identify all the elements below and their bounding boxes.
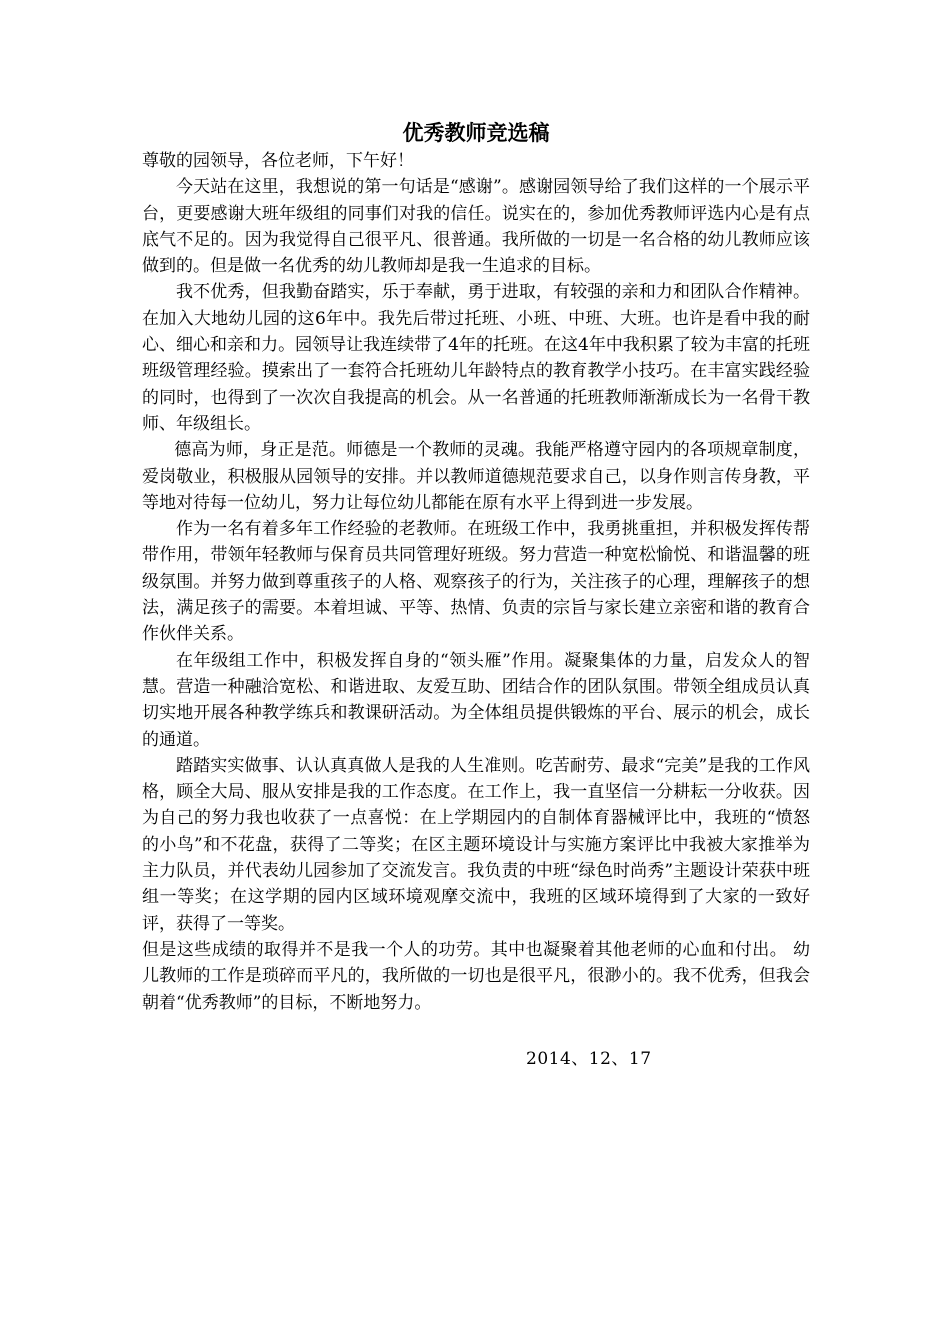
paragraph-experience: 我不优秀，但我勤奋踏实，乐于奉献，勇于进取，有较强的亲和力和团队合作精神。在加入大地幼儿园的这6年中。我先后带过托班、小班、中班、大班。也许是看中我的耐心、细心和亲和力。园领导让我连续带了4年的托班。在这4年中我积累了较为丰富的托班班级管理经验。摸索出了一套符合托班幼儿年龄特点的教育教学小技巧。在丰富实践经验的同时，也得到了一次次自我提高的机会。从一名普通的托班教师渐渐成长为一名骨干教师、年级组长。 <box>142 282 810 434</box>
paragraph-achievements: 踏踏实实做事、认认真真做人是我的人生准则。吃苦耐劳、最求“完美”是我的工作风格，顾全大局、服从安排是我的工作态度。在工作上，我一直坚信一分耕耘一分收获。因为自己的努力我也收获了一点喜悦：在上学期园内的自制体育器械评比中，我班的“愤怒的小鸟”和不花盘，获得了二等奖；在区主题环境设计与实施方案评比中我被大家推举为主力队员，并代表幼儿园参加了交流发言。我负责的中班“绿色时尚秀”主题设计荣获中班组一等奖；在这学期的园内区域环境观摩交流中，我班的区域环境得到了大家的一致好评，获得了一等奖。 <box>142 755 810 934</box>
paragraph-ethics: 德高为师，身正是范。师德是一个教师的灵魂。我能严格遵守园内的各项规章制度，爱岗敬业，积极服从园领导的安排。并以教师道德规范要求自己，以身作则言传身教，平等地对待每一位幼儿，努力让每位幼儿都能在原有水平上得到进一步发展。 <box>142 440 810 513</box>
paragraph-thanks: 今天站在这里，我想说的第一句话是“感谢”。感谢园领导给了我们这样的一个展示平台，更要感谢大班年级组的同事们对我的信任。说实在的，参加优秀教师评选内心是有点底气不足的。因为我觉得自己很平凡、很普通。我所做的一切是一名合格的幼儿教师应该做到的。但是做一名优秀的幼儿教师却是我一生追求的目标。 <box>142 177 810 277</box>
document-title: 优秀教师竞选稿 <box>402 121 550 145</box>
document-page <box>142 118 810 1072</box>
document-date: 2014、12、17 <box>526 1048 652 1069</box>
paragraph-class-work: 作为一名有着多年工作经验的老教师。在班级工作中，我勇挑重担，并积极发挥传帮带作用，带领年轻教师与保育员共同管理好班级。努力营造一种宽松愉悦、和谐温馨的班级氛围。并努力做到尊重孩子的人格、观察孩子的行为，关注孩子的心理，理解孩子的想法，满足孩子的需要。本着坦诚、平等、热情、负责的宗旨与家长建立亲密和谐的教育合作伙伴关系。 <box>142 519 810 645</box>
salutation: 尊敬的园领导，各位老师，下午好！ <box>142 151 414 171</box>
paragraph-grade-group: 在年级组工作中，积极发挥自身的“领头雁”作用。凝聚集体的力量，启发众人的智慧。营造一种融洽宽松、和谐进取、友爱互助、团结合作的团队氛围。带领全组成员认真切实地开展各种教学练兵和教课研活动。为全体组员提供锻炼的平台、展示的机会，成长的通道。 <box>142 650 810 750</box>
paragraph-closing: 但是这些成绩的取得并不是我一个人的功劳。其中也凝聚着其他老师的心血和付出。 幼儿教师的工作是琐碎而平凡的，我所做的一切也是很平凡，很渺小的。我不优秀，但我会朝着“优秀教师”的目标，不断地努力。 <box>142 939 810 1013</box>
